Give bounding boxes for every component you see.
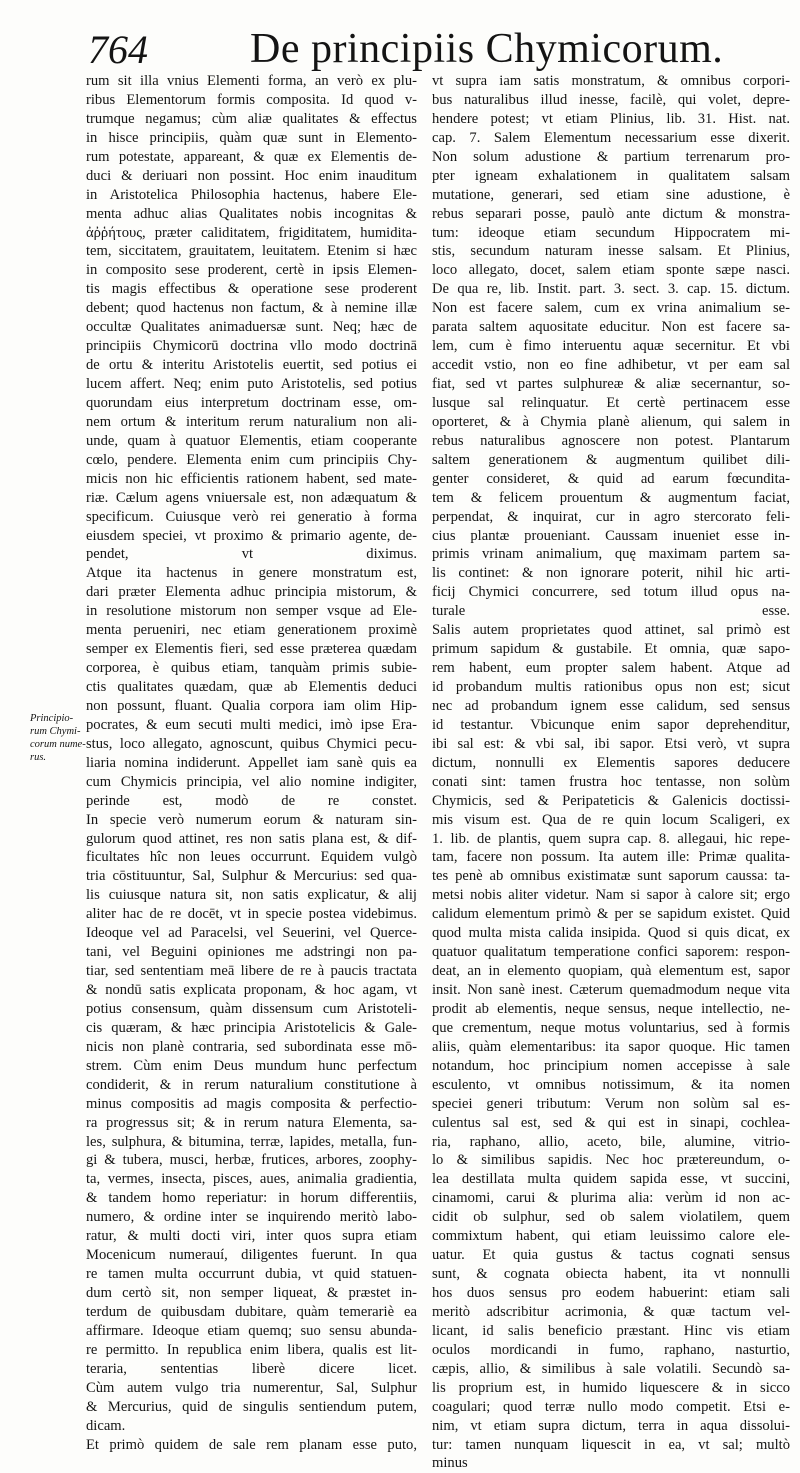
right-column-line: metsi nobis aliter videtur. Nam si sapor à calore sit; ergo [432,887,790,904]
marginal-note-line: corum nume- [30,739,86,750]
right-column-line: tum: ideoque etiam secundum Hippocratem mi- [432,224,790,241]
right-column-line: speciei generi tributum: Verum non solùm sal es- [432,1095,790,1112]
right-column-line: loco allegato, docet, salem etiam sponte sæpe nasci. [432,262,790,279]
right-column-line: rebus separari posse, paulò ante dictum & monstra- [432,205,790,222]
left-column-line: Cùm autem vulgo tria numerentur, Sal, Sulphur [86,1379,417,1396]
left-column-line: semper ex Elementis fieri, sed esse præterea quædam [86,641,417,658]
right-column-line: Chymicis, sed & Peripateticis & Galenicis doctissi- [432,792,790,809]
right-column-line: Salis autem proprietates quod attinet, sal primò est [432,622,790,639]
left-column-line: gulorum quod attinet, res non satis plana est, & dif- [86,830,417,847]
marginal-note-line: rum Chymi- [30,726,81,737]
running-title: De principiis Chymicorum. [250,26,724,72]
left-column-line: ficultates hîc non leues occurrunt. Equidem vulgò [86,849,417,866]
left-column-line: ratur, & multi docti viri, inter quos supra etiam [86,1228,417,1245]
left-column-line: cis quæram, & hæc principia Aristotelicis & Gale- [86,1019,417,1036]
left-column-line: ctis qualitates quædam, quæ ab Elementis deduci [86,679,417,695]
left-column-line: dicam. [86,1417,126,1434]
right-column-line: hos duos sensus pro eodem habuerint: etiam sali [432,1285,790,1301]
right-column-line: nim, vt etiam supra dictum, terra in aqua dissolui- [432,1417,790,1434]
right-column-line: ibi sal est: & vbi sal, ibi sapor. Etsi verò, vt supra [432,735,790,752]
right-column-line: ria, raphano, allio, aceto, bile, alumine, vitrio- [432,1133,790,1150]
left-column-line: quorundam eius interpretum doctrinam esse, om- [86,394,417,411]
right-column-line: meritò adscribitur acrimonia, & quæ tactum vel- [432,1303,790,1320]
right-column-line: lem, cum è fimo interuentu aquæ secernitur. Et vbi [432,338,790,355]
left-column-line: pocrates, & eum secuti multi medici, imò ipse Era- [86,716,417,733]
right-column-line: licant, id salis beneficio præstant. Hinc vis etiam [432,1322,790,1339]
left-column-line: re permitto. In republica enim libera, qualis est lit- [86,1341,417,1358]
right-column-line: pter igneam exhalationem in qualitatem salsam [432,167,790,184]
left-column-line: Et primò quidem de sale rem planam esse puto, [86,1436,417,1453]
right-column-line: cidit ob sulphur, sed ob salem violatilem, quem [432,1209,790,1226]
right-column-line: primis vrinam animalium, quę maximam partem sa- [432,546,790,563]
left-column-line: perinde est, modò de re constet. [86,792,417,809]
left-column-line: terdum de quibusdam dubitare, quàm temerariè ea [86,1303,417,1320]
right-column-line: insit. Non sanè inest. Cæterum quemadmodum neque vita [432,982,790,998]
right-column-line: prodit ab elementis, neque sensus, neque intellectio, ne- [432,1000,790,1017]
right-column-line: fiat, sed vt partes sulphureæ & aliæ secernantur, so- [432,376,790,392]
left-column-line: strem. Cùm enim Deus mundum hunc perfectum [86,1057,417,1074]
right-column-line: bus naturalibus illud inesse, facilè, qui volet, depre- [432,91,790,108]
right-column-line: notandum, hoc principium nomen accepisse à sale [432,1057,790,1074]
right-column-line: esculento, vt omnibus notissimum, & ita nomen [432,1076,790,1093]
marginal-note [30,712,94,764]
left-column-line: pendet, vt diximus. [86,546,417,563]
right-column-line: 1. lib. de plantis, quem supra cap. 8. allegaui, hic repe- [432,830,790,847]
left-column-line: trumque negamus; cùm aliæ qualitates & effectus [86,110,417,127]
right-column-line: cius plantæ proueniant. Caussam inueniet esse in- [432,527,790,544]
left-column-line: Mocenicum numerauí, diligentes fuerunt. In qua [86,1247,417,1264]
right-column-line: tes penè ab omnibus existimatæ sunt saporum caussa: ta- [432,868,790,885]
left-column-line: ribus Elementorum formis composita. Id quod v- [86,91,417,108]
left-column-line: tem, siccitatem, grauitatem, leuitatem. Etenim si hæc [86,243,417,260]
right-column-line: cæpis, allio, & similibus à sale volatili. Secundò sa- [432,1360,790,1377]
left-column-line: nem ortum & interitum rerum naturalium non ali- [86,413,417,430]
right-column-line: minus [432,1455,468,1472]
right-column-line: ficij Chymici concurrere, sed totum illud opus na- [432,584,790,601]
left-column-line: occultæ Qualitates animaduersæ sunt. Neq; hæc de [86,319,417,336]
left-column-line: liaria nomina indiderunt. Appellet iam sanè quis ea [86,754,417,771]
right-column-line: dictum, nonnulli ex Elementis sapores deducere [432,754,790,771]
right-column-line: cap. 7. Salem Elementum necessarium esse dixerit. [432,129,790,146]
right-column-line: Non est facere salem, cum ex vrina animalium se- [432,300,790,317]
right-column-line: calidum elementum primò & per se sapidum existet. Quid [432,906,790,923]
left-column-line: unde, quam à quatuor Elementis, etiam cooperante [86,432,417,449]
right-column-line: mis visum est. Qua de re quin locum Scaligeri, ex [432,811,790,828]
left-column-line: micis non hic efficientis rationem habent, sed mate- [86,470,417,487]
right-column-line: id testantur. Vbicunque enim sapor deprehenditur, [432,716,790,733]
left-column-line: lis cuiusque natura sit, non satis explicatur, & alij [86,887,417,904]
right-column-line: Non solum adustione & partium terrenarum pro- [432,148,790,165]
marginal-note-line: Principio- [30,713,74,724]
left-column-line: les, sulphura, & bitumina, terræ, lapides, metalla, fun- [86,1133,417,1150]
left-column-line: teraria, sententias liberè dicere licet. [86,1360,417,1377]
left-column-line: riæ. Cælum agens vniuersale est, non adæquatum & [86,489,417,506]
right-column-line: deat, an in elemento quopiam, quà elementum est, sapor [432,963,790,980]
right-column-line: que crementum, neque motus voluntarius, sed à formis [432,1019,790,1036]
left-column-line: principiis Chymicorū doctrina vllo modo doctrinā [86,338,417,355]
right-column-line: tem & felicem prouentum & augmentum faciat, [432,489,790,506]
left-column-line: specificum. Cuiusque verò rei generatio à forma [86,508,417,525]
left-column-line: rum potestate, appareant, & quæ ex Elementis de- [86,148,417,165]
right-column-line: conati sint: tamen frustra hoc tentasse, non solùm [432,773,790,790]
right-column-line: sunt, & cognata obiecta habent, ita vt nonnulli [432,1266,790,1283]
left-column-line: gi & tubera, musci, herbæ, frutices, arbores, zoophy- [86,1152,417,1169]
left-column-line: minus compositis ad magis composita & perfectio- [86,1095,417,1112]
right-column [432,72,790,1473]
right-column-line: quod multa mista calida insipida. Quod si quis dicat, ex [432,925,790,942]
left-column-line: tiar, sed sententiam meā libere de re à paucis tractata [86,963,417,980]
right-column-line: genter consideret, & quid ad earum fœcundita- [432,470,790,487]
right-column-line: culentus sal est, sed & qui est in sinapi, cochlea- [432,1114,790,1131]
left-column-line: & Mercurius, quid de singulis sentiendum putem, [86,1398,417,1415]
left-column-line: nicis non planè contraria, sed subordinata esse mō- [86,1038,417,1055]
right-column-line: accedit vstio, non eo fine adhibetur, vt per eam sal [432,357,790,374]
right-column-line: coagulari; quod terræ nullo modo competit. Etsi e- [432,1398,790,1415]
right-column-line: nec ad probandum ignem esse calidum, sed sensus [432,697,790,714]
left-column-line: Atque ita hactenus in genere monstratum est, [86,565,417,582]
right-column-line: aliis, quàm elementaribus: ita sapor quoque. Hic tamen [432,1038,790,1055]
right-column-line: quatuor qualitatum temperatione confici saporem: respon- [432,944,790,961]
right-column-line: commixtum habent, qui etiam leuissimo calore ele- [432,1228,790,1245]
right-column-line: lis proprium est, in humido liquescere & in sicco [432,1379,790,1396]
left-column-line: in Aristotelica Philosophia hactenus, habere Ele- [86,186,417,203]
left-column-line: dari præter Elementa adhuc principia mistorum, & [86,584,417,601]
left-column-line: rum sit illa vnius Elementi forma, an verò ex plu- [86,73,417,89]
right-column-line: cinamomi, carui & plurima alia: verùm id non ac- [432,1190,790,1207]
left-column-line: condiderit, & in rerum naturalium constitutione à [86,1076,417,1093]
left-column-line: numero, & ordine inter se inquirendo meritò labo- [86,1209,417,1226]
left-column-line: menta perueniri, nec etiam generationem proximè [86,622,417,639]
left-column-line: tis magis effectibus & operatione sese proderent [86,281,417,298]
right-column-line: stis, secundum naturam inesse salsam. Et Plinius, [432,243,790,260]
right-column-line: perpendat, & inquirat, cur in agro stercorato feli- [432,508,790,525]
left-column-line: in hisce principiis, quàm quæ sunt in Elemento- [86,129,417,146]
right-column-line: tur: tamen nunquam liquescit in ea, vt sal; multò [432,1436,790,1453]
right-column-line: lusque sal relinquatur. Et certè pertinacem esse [432,394,790,411]
left-column-line: potius consensum, quàm dissensum cum Aristoteli- [86,1000,417,1017]
left-column-line: debent; quod hactenus non factum, & à nemine illæ [86,300,417,317]
left-column-line: re tamen multa occurrunt dubia, vt quid statuen- [86,1266,417,1283]
left-column-line: In specie verò numerum eorum & naturam sin- [86,811,417,828]
left-column-line: ra progressus sit; & in rerum natura Elementa, sa- [86,1114,417,1131]
left-column-line: cum Chymicis principia, vel alio nomine indigiter, [86,773,417,790]
page-number: 764 [88,27,148,72]
left-column-line: lucem affert. Neq; enim puto Aristotelis, sed potius [86,376,417,392]
left-column-line: cœlo, pendere. Elementa enim cum principiis Chy- [86,451,417,468]
left-column-line: affirmare. Ideoque etiam quemq; suo sensu abunda- [86,1322,417,1339]
right-column-line: oporteret, & à Chymia planè alienum, qui salem in [432,413,790,430]
right-column-line: lea destillata multa quidem sapida esse, vt succini, [432,1171,790,1188]
left-column-line: stus, loco allegato, agnoscunt, quibus Chymici pecu- [86,735,417,752]
right-column-line: vt supra iam satis monstratum, & omnibus corpori- [432,73,790,89]
left-column-line: & tandem homo reperiatur: in horum differentiis, [86,1190,417,1207]
left-column-line: corporea, è quibus etiam, tanquàm primis subie- [86,660,417,677]
left-column-line: eiusdem speciei, vt proximo & primario agente, de- [86,527,417,544]
left-column-line: non possunt, fluant. Qualia corpora iam olim Hip- [86,697,417,714]
left-column-line: dum certò sit, non semper liqueat, & præstet in- [86,1285,417,1301]
right-column-line: lis continet: & non ignorare poterit, nihil hic arti- [432,565,790,582]
left-column-line: in resolutione mistorum non semper vsque ad Ele- [86,603,417,620]
left-column [86,72,417,1454]
left-column-line: tani, vel Beguini opiniones me adstringi non pa- [86,944,417,961]
right-column-line: parata saltem aquositate educitur. Non est facere sa- [432,319,790,336]
right-column-line: id probandum multis rationibus opus non est; sicut [432,679,790,695]
left-column-line: duci & deriuari non possint. Hoc enim inauditum [86,167,417,184]
right-column-line: uatur. Et quia gustus & tactus cognati sensus [432,1247,790,1264]
right-column-line: primum sapidum & gustabile. Et omnia, quæ sapo- [432,641,790,658]
right-column-line: hendere potest; vt etiam Plinius, lib. 31. Hist. nat. [432,110,790,127]
right-column-line: lo & similibus sapidis. Nec hoc prætereundum, o- [432,1152,790,1169]
marginal-note-line: rus. [30,752,47,763]
right-column-line: turale esse. [432,603,790,620]
right-column-line: tam, facere non possum. Ita autem ille: Primæ qualita- [432,849,790,866]
left-column-line: Ideoque vel ad Paracelsi, vel Seuerini, vel Querce- [86,925,417,942]
right-column-line: saltem generationem & augmentum quilibet dili- [432,451,790,468]
left-column-line: ἀῤῥήτους, præter caliditatem, frigiditatem, humidita- [86,224,417,241]
left-column-line: tria cōstituuntur, Sal, Sulphur & Mercurius: sed qua- [86,868,417,885]
left-column-line: in composito sese proderent, certè in ipsis Elemen- [86,262,417,279]
left-column-line: menta adhuc alias Qualitates nobis incognitas & [86,205,417,222]
left-column-line: de ortu & interitu Aristotelis euertit, sed potius ei [86,357,417,374]
left-column-line: & nondū satis explicata proponam, & hoc agam, vt [86,982,417,998]
right-column-line: rebus naturalibus agnoscere non potest. Plantarum [432,432,790,449]
right-column-line: rem habent, eum propter salem habent. Atque ad [432,660,790,677]
left-column-line: aliter hac de re docēt, vt in specie postea videbimus. [86,906,417,923]
left-column-line: ta, vermes, insecta, pisces, aues, animalia gradientia, [86,1171,417,1188]
right-column-line: mutatione, generari, sed etiam sine adustione, è [432,186,790,203]
right-column-line: De qua re, lib. Instit. part. 3. sect. 3. cap. 15. dictum. [432,281,790,298]
right-column-line: oculos mordicandi in fumo, raphano, nasturtio, [432,1341,790,1358]
